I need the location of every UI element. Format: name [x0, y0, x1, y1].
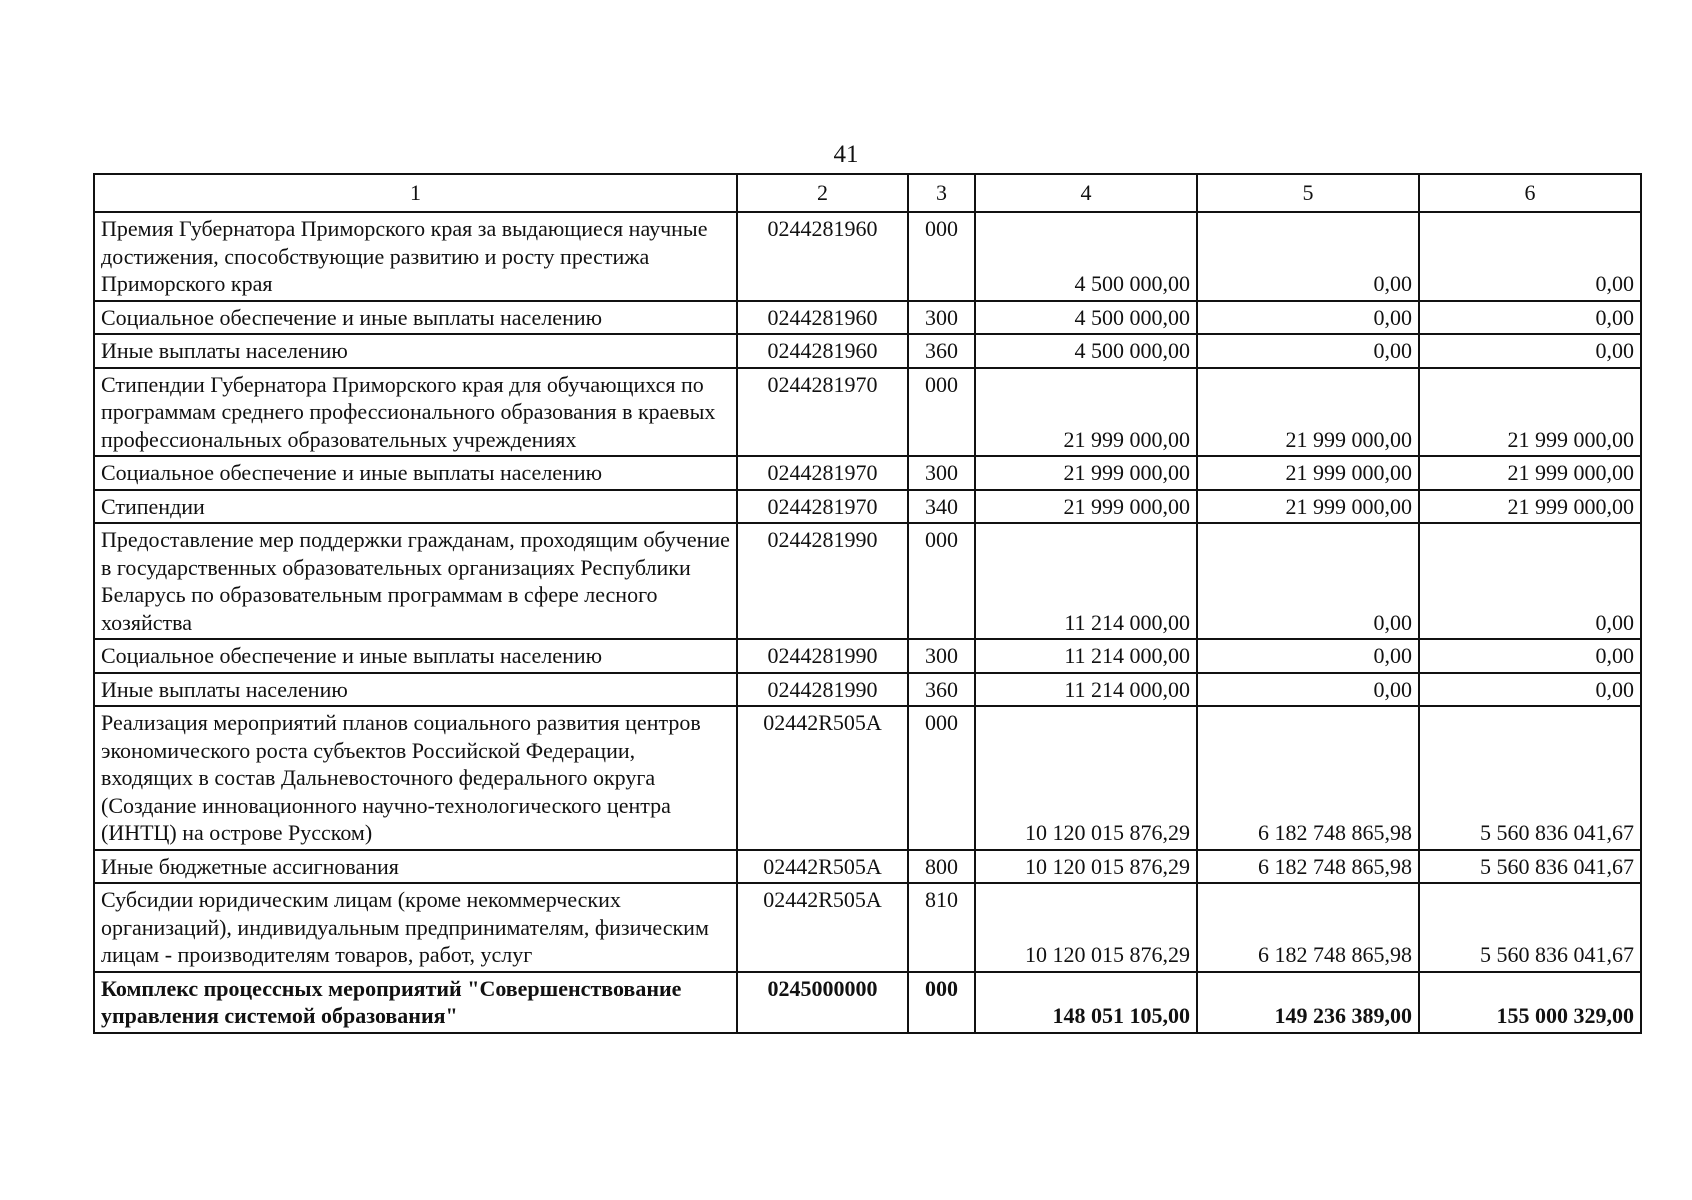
table-row: [94, 334, 1641, 368]
row-value-col4: 148 051 105,00: [975, 972, 1197, 1033]
table-row: [94, 301, 1641, 335]
row-type: 360: [908, 334, 975, 368]
row-value-col5: 0,00: [1197, 639, 1419, 673]
header-col-4: 4: [975, 174, 1197, 212]
row-value-col6: 0,00: [1419, 639, 1641, 673]
row-value-col5: 0,00: [1197, 673, 1419, 707]
row-type: 340: [908, 490, 975, 524]
row-value-col5: 21 999 000,00: [1197, 490, 1419, 524]
row-value-col5: 149 236 389,00: [1197, 972, 1419, 1033]
table-row: [94, 706, 1641, 850]
row-code: 02442R505A: [737, 883, 908, 972]
row-code: 0244281970: [737, 490, 908, 524]
row-name: Комплекс процессных мероприятий "Совершенствование управления системой образования": [94, 972, 737, 1033]
table-row: [94, 883, 1641, 972]
row-code: 0244281990: [737, 523, 908, 639]
row-value-col4: 4 500 000,00: [975, 334, 1197, 368]
row-value-col5: 0,00: [1197, 523, 1419, 639]
row-value-col6: 21 999 000,00: [1419, 368, 1641, 457]
table-row: [94, 972, 1641, 1033]
header-col-5: 5: [1197, 174, 1419, 212]
row-value-col4: 11 214 000,00: [975, 639, 1197, 673]
table-header-row: [94, 174, 1641, 212]
row-code: 0244281990: [737, 673, 908, 707]
table-row: [94, 212, 1641, 301]
table-body: [94, 212, 1641, 1033]
header-col-3: 3: [908, 174, 975, 212]
header-col-6: 6: [1419, 174, 1641, 212]
row-value-col5: 6 182 748 865,98: [1197, 883, 1419, 972]
header-col-1: 1: [94, 174, 737, 212]
header-col-2: 2: [737, 174, 908, 212]
row-value-col6: 5 560 836 041,67: [1419, 883, 1641, 972]
row-name: Стипендии: [94, 490, 737, 524]
row-value-col6: 21 999 000,00: [1419, 490, 1641, 524]
row-value-col4: 4 500 000,00: [975, 212, 1197, 301]
table-row: [94, 523, 1641, 639]
table-row: [94, 368, 1641, 457]
row-value-col5: 21 999 000,00: [1197, 456, 1419, 490]
row-value-col4: 10 120 015 876,29: [975, 883, 1197, 972]
table-row: [94, 673, 1641, 707]
row-value-col6: 0,00: [1419, 523, 1641, 639]
row-name: Иные выплаты населению: [94, 334, 737, 368]
row-name: Иные выплаты населению: [94, 673, 737, 707]
row-type: 000: [908, 212, 975, 301]
row-code: 0244281960: [737, 301, 908, 335]
table-row: [94, 850, 1641, 884]
row-code: 02442R505A: [737, 850, 908, 884]
row-value-col6: 0,00: [1419, 334, 1641, 368]
row-type: 000: [908, 523, 975, 639]
row-name: Социальное обеспечение и иные выплаты населению: [94, 456, 737, 490]
row-code: 0244281970: [737, 368, 908, 457]
table-row: [94, 456, 1641, 490]
row-type: 000: [908, 368, 975, 457]
row-value-col5: 0,00: [1197, 301, 1419, 335]
row-value-col4: 11 214 000,00: [975, 673, 1197, 707]
row-type: 300: [908, 456, 975, 490]
row-code: 0244281960: [737, 334, 908, 368]
row-name: Иные бюджетные ассигнования: [94, 850, 737, 884]
row-value-col5: 21 999 000,00: [1197, 368, 1419, 457]
row-value-col4: 11 214 000,00: [975, 523, 1197, 639]
row-value-col4: 10 120 015 876,29: [975, 850, 1197, 884]
row-value-col5: 0,00: [1197, 334, 1419, 368]
row-value-col6: 5 560 836 041,67: [1419, 706, 1641, 850]
table-row: [94, 639, 1641, 673]
row-name: Социальное обеспечение и иные выплаты населению: [94, 639, 737, 673]
row-name: Субсидии юридическим лицам (кроме некоммерческих организаций), индивидуальным предпринимателям, физическим лицам - производителям товаров, работ, услуг: [94, 883, 737, 972]
row-value-col4: 4 500 000,00: [975, 301, 1197, 335]
row-code: 02442R505A: [737, 706, 908, 850]
row-type: 360: [908, 673, 975, 707]
row-value-col6: 0,00: [1419, 212, 1641, 301]
row-value-col6: 0,00: [1419, 673, 1641, 707]
row-name: Стипендии Губернатора Приморского края для обучающихся по программам среднего профессионального образования в краевых профессиональных образовательных учреждениях: [94, 368, 737, 457]
row-code: 0244281970: [737, 456, 908, 490]
page-number: 41: [833, 141, 859, 168]
row-code: 0244281960: [737, 212, 908, 301]
row-value-col5: 0,00: [1197, 212, 1419, 301]
row-value-col5: 6 182 748 865,98: [1197, 850, 1419, 884]
row-type: 300: [908, 301, 975, 335]
budget-table: [93, 173, 1642, 1034]
row-name: Реализация мероприятий планов социального развития центров экономического роста субъектов Российской Федерации, входящих в состав Дальневосточного федерального округа (Создание инновационного научно-технологического центра (ИНТЦ) на острове Русском): [94, 706, 737, 850]
row-value-col5: 6 182 748 865,98: [1197, 706, 1419, 850]
row-name: Премия Губернатора Приморского края за выдающиеся научные достижения, способствующие развитию и росту престижа Приморского края: [94, 212, 737, 301]
row-code: 0245000000: [737, 972, 908, 1033]
row-code: 0244281990: [737, 639, 908, 673]
row-value-col6: 5 560 836 041,67: [1419, 850, 1641, 884]
row-value-col6: 21 999 000,00: [1419, 456, 1641, 490]
row-value-col6: 0,00: [1419, 301, 1641, 335]
row-type: 300: [908, 639, 975, 673]
row-value-col4: 21 999 000,00: [975, 456, 1197, 490]
table-row: [94, 490, 1641, 524]
row-value-col4: 21 999 000,00: [975, 490, 1197, 524]
row-value-col4: 21 999 000,00: [975, 368, 1197, 457]
row-name: Социальное обеспечение и иные выплаты населению: [94, 301, 737, 335]
row-type: 810: [908, 883, 975, 972]
row-value-col6: 155 000 329,00: [1419, 972, 1641, 1033]
row-type: 000: [908, 972, 975, 1033]
row-value-col4: 10 120 015 876,29: [975, 706, 1197, 850]
row-type: 000: [908, 706, 975, 850]
row-type: 800: [908, 850, 975, 884]
row-name: Предоставление мер поддержки гражданам, проходящим обучение в государственных образовательных организациях Республики Беларусь по образовательным программам в сфере лесного хозяйства: [94, 523, 737, 639]
